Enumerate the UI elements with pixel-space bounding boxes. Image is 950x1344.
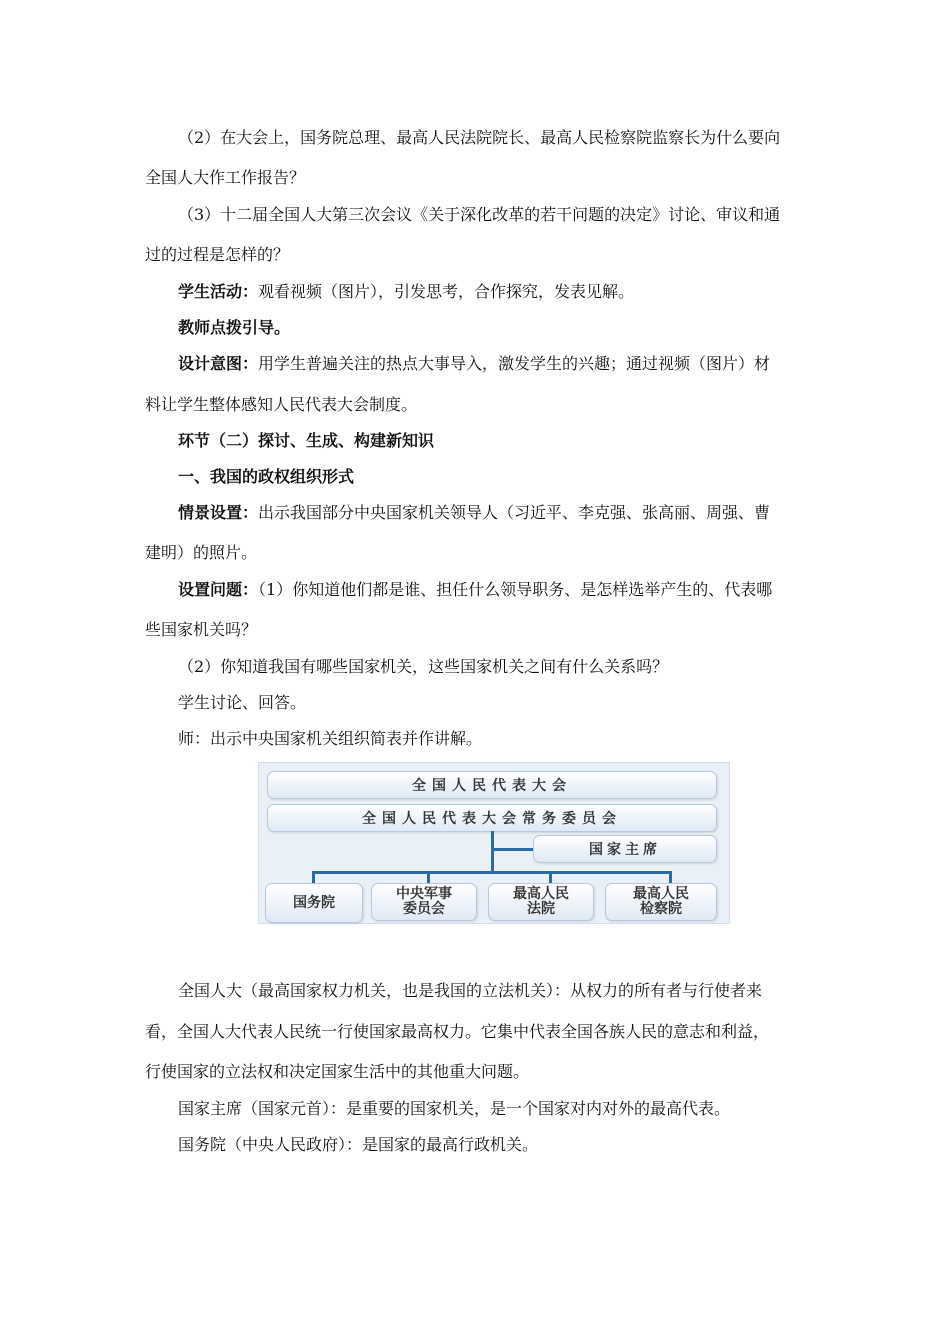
student-activity-text: 观看视频（图片），引发思考，合作探究，发表见解。	[258, 282, 635, 301]
text-line: 料让学生整体感知人民代表大会制度。	[145, 395, 418, 414]
section-heading: 环节（二）探讨、生成、构建新知识	[178, 431, 435, 450]
node-central-military-commission: 中央军事委员会	[371, 883, 477, 921]
text-line: 些国家机关吗？	[145, 620, 258, 639]
connector-chairman	[494, 848, 534, 851]
sub-heading: 一、我国的政权组织形式	[178, 467, 355, 486]
text-line: 全国人大作工作报告？	[145, 168, 306, 187]
text-line: 国家主席（国家元首）：是重要的国家机关，是一个国家对内对外的最高代表。	[178, 1099, 731, 1118]
student-activity-label: 学生活动：	[178, 282, 259, 301]
question-setting-label: 设置问题：	[178, 580, 259, 599]
text-line: 国务院（中央人民政府）：是国家的最高行政机关。	[178, 1135, 539, 1154]
text-line: 全国人大（最高国家权力机关，也是我国的立法机关）：从权力的所有者与行使者来	[178, 981, 763, 1000]
teacher-guide: 教师点拨引导。	[178, 318, 291, 337]
connector-horizontal	[312, 871, 672, 874]
node-npc-standing-committee: 全国人民代表大会常务委员会	[267, 804, 717, 832]
text-line: （2）你知道我国有哪些国家机关，这些国家机关之间有什么关系吗？	[178, 657, 669, 676]
text-line: 建明）的照片。	[145, 543, 258, 562]
text-line: （3）十二届全国人大第三次会议《关于深化改革的若干问题的决定》讨论、审议和通	[178, 205, 781, 224]
scene-setting	[178, 503, 770, 523]
text-line: 行使国家的立法权和决定国家生活中的其他重大问题。	[145, 1062, 530, 1081]
connector-trunk	[491, 831, 494, 873]
question-setting-text: （1）你知道他们都是谁、担任什么领导职务、是怎样选举产生的、代表哪	[258, 580, 773, 599]
text-line: 看，全国人大代表人民统一行使国家最高权力。它集中代表全国各族人民的意志和利益，	[145, 1022, 770, 1041]
question-setting	[178, 580, 772, 600]
node-supreme-court: 最高人民法院	[488, 883, 594, 921]
scene-setting-label: 情景设置：	[178, 503, 259, 522]
text-line: 过的过程是怎样的？	[145, 245, 290, 264]
node-state-council: 国务院	[265, 883, 363, 923]
text-line: 学生讨论、回答。	[178, 693, 307, 712]
design-intent	[178, 354, 770, 374]
node-state-chairman: 国家主席	[533, 835, 717, 863]
org-chart	[258, 762, 730, 924]
design-intent-label: 设计意图：	[178, 354, 259, 373]
scene-setting-text: 出示我国部分中央国家机关领导人（习近平、李克强、张高丽、周强、曹	[258, 503, 771, 522]
node-supreme-procuratorate: 最高人民检察院	[605, 883, 717, 921]
text-line: 师：出示中央国家机关组织简表并作讲解。	[178, 729, 483, 748]
text-line: （2）在大会上，国务院总理、最高人民法院院长、最高人民检察院监察长为什么要向	[178, 128, 781, 147]
student-activity	[178, 282, 634, 302]
design-intent-text: 用学生普遍关注的热点大事导入，激发学生的兴趣；通过视频（图片）材	[258, 354, 771, 373]
node-npc: 全国人民代表大会	[267, 771, 717, 799]
